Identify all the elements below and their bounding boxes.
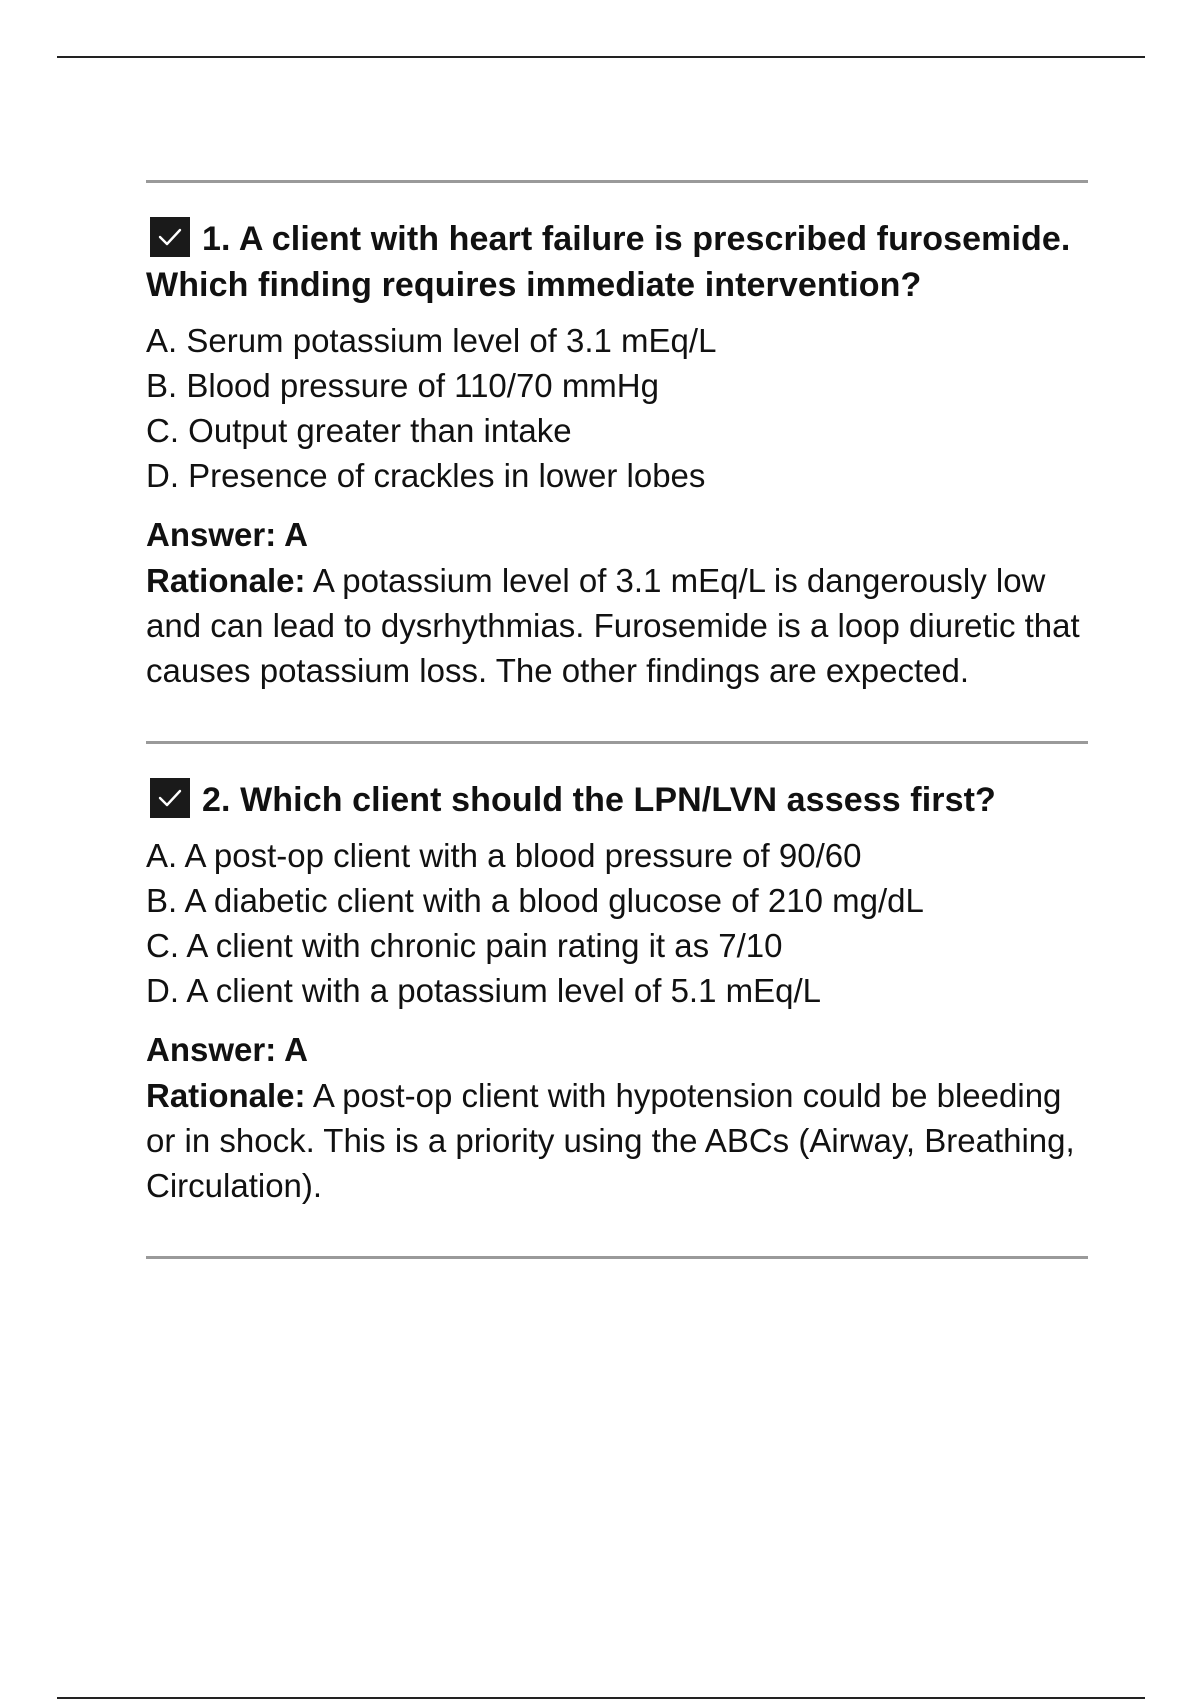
page-top-rule — [57, 56, 1145, 58]
question-text: Which client should the LPN/LVN assess first? — [240, 781, 996, 819]
question-number: 1. — [202, 220, 231, 258]
option-d: D. Presence of crackles in lower lobes — [146, 457, 706, 494]
option-b: B. A diabetic client with a blood glucose of 210 mg/dL — [146, 882, 924, 919]
question-number: 2. — [202, 781, 231, 819]
option-c: C. Output greater than intake — [146, 412, 572, 449]
rationale — [146, 558, 1088, 693]
answer: Answer: A — [146, 516, 308, 553]
option-a: A. Serum potassium level of 3.1 mEq/L — [146, 322, 717, 359]
option-b: B. Blood pressure of 110/70 mmHg — [146, 367, 659, 404]
rationale-label: Rationale: — [146, 1077, 306, 1114]
divider — [146, 1256, 1088, 1259]
question-list — [146, 180, 1088, 1259]
question-title — [146, 216, 1088, 308]
question-1 — [146, 183, 1088, 741]
question-text: A client with heart failure is prescribed furosemide. Which finding requires immediate intervention? — [146, 220, 1071, 304]
option-c: C. A client with chronic pain rating it as 7/10 — [146, 927, 783, 964]
answer: Answer: A — [146, 1031, 308, 1068]
page-bottom-rule — [57, 1697, 1145, 1699]
rationale-text: A potassium level of 3.1 mEq/L is dangerously low and can lead to dysrhythmias. Furosemide is a loop diuretic that causes potassium loss. The other findings are expected. — [146, 562, 1080, 689]
question-title — [146, 777, 1088, 823]
rationale-text: A post-op client with hypotension could be bleeding or in shock. This is a priority using the ABCs (Airway, Breathing, Circulation). — [146, 1077, 1075, 1204]
rationale — [146, 1073, 1088, 1208]
checked-box-icon — [150, 217, 190, 257]
checked-box-icon — [150, 778, 190, 818]
option-a: A. A post-op client with a blood pressure of 90/60 — [146, 837, 862, 874]
options-list — [146, 318, 1088, 498]
options-list — [146, 833, 1088, 1013]
question-2 — [146, 744, 1088, 1256]
rationale-label: Rationale: — [146, 562, 306, 599]
option-d: D. A client with a potassium level of 5.1 mEq/L — [146, 972, 822, 1009]
